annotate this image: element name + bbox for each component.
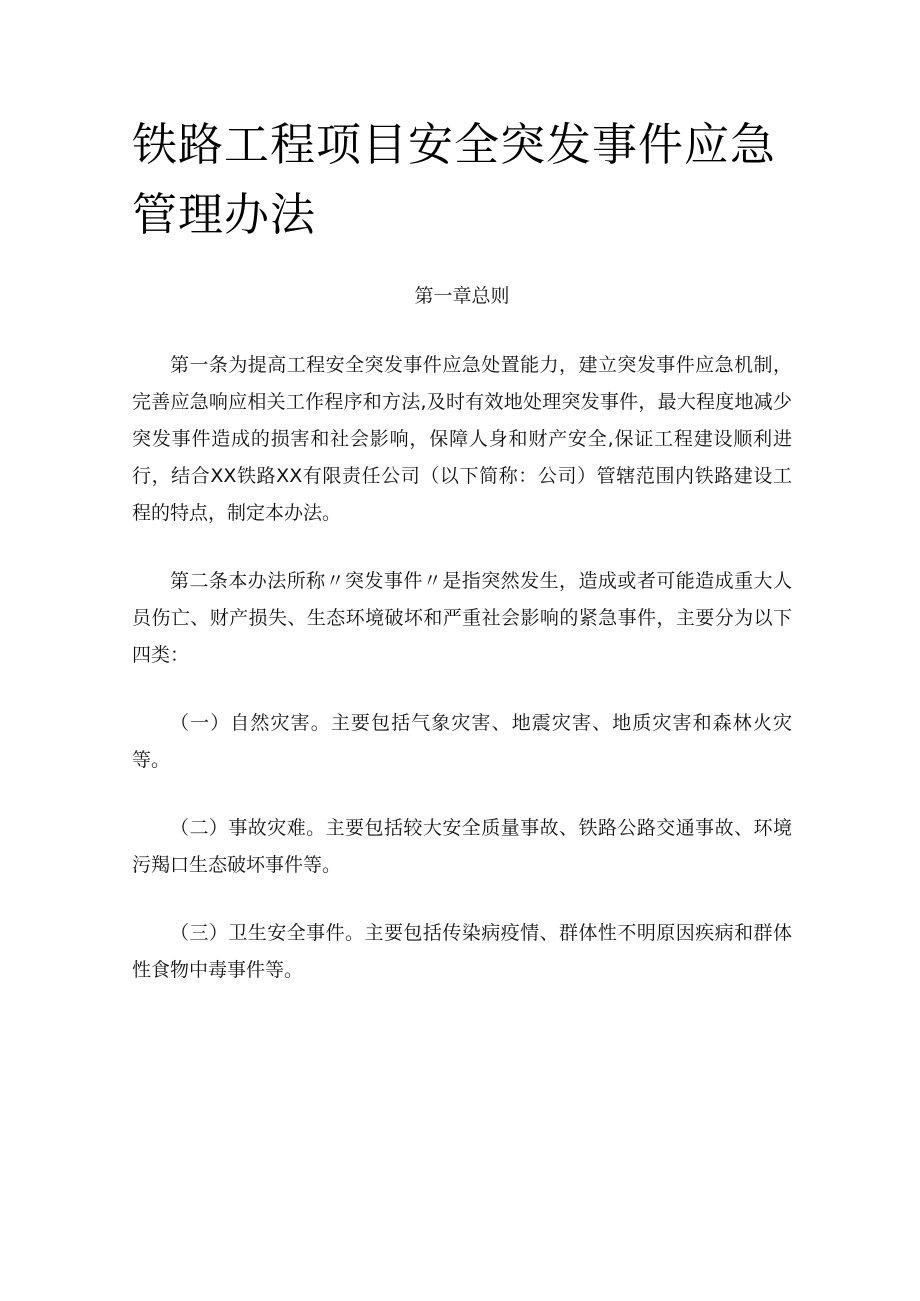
category-3-paragraph: （三）卫生安全事件。主要包括传染病疫情、群体性不明原因疾病和群体性食物中毒事件等。 bbox=[132, 922, 792, 981]
chapter-heading: 第一章总则 bbox=[414, 285, 510, 307]
article-1-paragraph: 第一条为提高工程安全突发事件应急处置能力，建立突发事件应急机制，完善应急响应相关工作程序和方法,及时有效地处理突发事件，最大程度地减少突发事件造成的损害和社会影响，保障人身和财产安全,保证工程建设顺利进行，结合XX铁路XX有限责任公司（以下简称：公司）管辖范围内铁路建设工程的特点，制定本办法。 bbox=[132, 354, 792, 524]
category-1-paragraph: （一）自然灾害。主要包括气象灾害、地震灾害、地质灾害和森林火灾等。 bbox=[132, 712, 792, 771]
category-2-paragraph: （二）事故灾难。主要包括较大安全质量事故、铁路公路交通事故、环境污羯口生态破坏事件等。 bbox=[132, 817, 792, 876]
article-2-paragraph: 第二条本办法所称〃突发事件〃是指突然发生，造成或者可能造成重大人员伤亡、财产损失、生态环境破坏和严重社会影响的紧急事件，主要分为以下四类： bbox=[132, 570, 792, 666]
document-title: 铁路工程项目安全突发事件应急管理办法 bbox=[132, 118, 777, 241]
